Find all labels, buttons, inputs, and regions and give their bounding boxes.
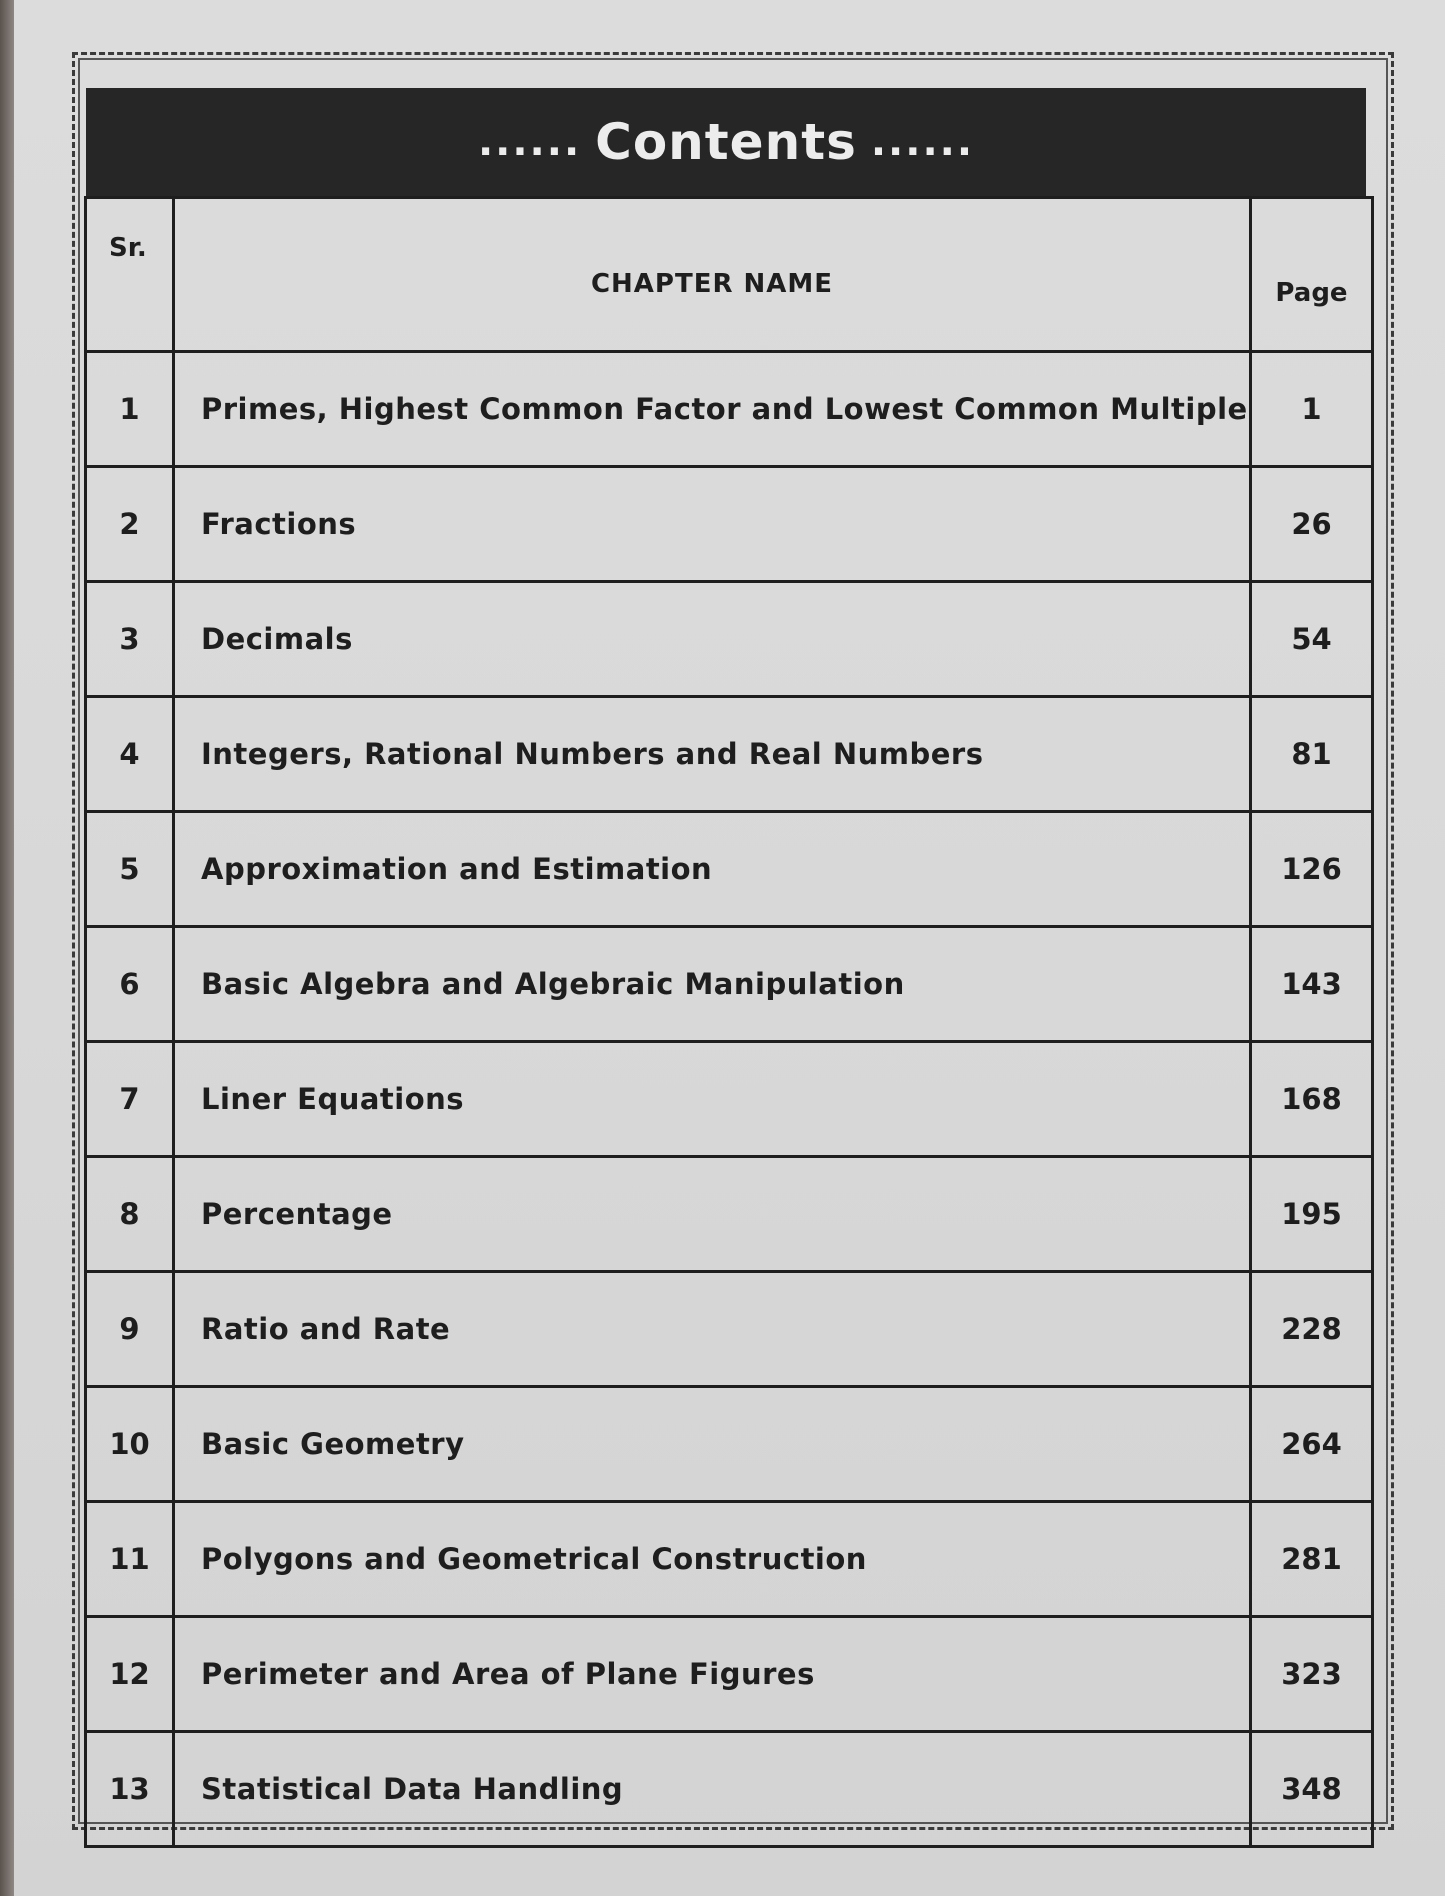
row-sr: 2: [86, 467, 174, 582]
row-sr: 11: [86, 1502, 174, 1617]
row-sr: 10: [86, 1387, 174, 1502]
header-dots-left: ......: [477, 119, 582, 165]
row-chapter-name: Decimals: [174, 582, 1251, 697]
row-page: 195: [1251, 1157, 1373, 1272]
contents-header: [86, 88, 1366, 196]
row-sr: 7: [86, 1042, 174, 1157]
row-sr: 12: [86, 1617, 174, 1732]
table-row: [86, 1272, 1373, 1387]
row-page: 54: [1251, 582, 1373, 697]
table-row: [86, 1042, 1373, 1157]
row-page: 168: [1251, 1042, 1373, 1157]
row-page: 264: [1251, 1387, 1373, 1502]
row-sr: 13: [86, 1732, 174, 1847]
row-sr: 1: [86, 352, 174, 467]
row-sr: 3: [86, 582, 174, 697]
row-page: 228: [1251, 1272, 1373, 1387]
row-page: 26: [1251, 467, 1373, 582]
row-chapter-name: Integers, Rational Numbers and Real Numbers: [174, 697, 1251, 812]
row-chapter-name: Perimeter and Area of Plane Figures: [174, 1617, 1251, 1732]
table-row: [86, 927, 1373, 1042]
row-chapter-name: Approximation and Estimation: [174, 812, 1251, 927]
row-page: 143: [1251, 927, 1373, 1042]
table-row: [86, 582, 1373, 697]
row-sr: 4: [86, 697, 174, 812]
row-page: 281: [1251, 1502, 1373, 1617]
row-chapter-name: Statistical Data Handling: [174, 1732, 1251, 1847]
table-row: [86, 1617, 1373, 1732]
row-chapter-name: Liner Equations: [174, 1042, 1251, 1157]
row-chapter-name: Fractions: [174, 467, 1251, 582]
row-page: 323: [1251, 1617, 1373, 1732]
column-header-sr: Sr.: [86, 198, 174, 352]
page-title: Contents: [595, 113, 857, 171]
contents-table: [84, 196, 1374, 1848]
row-page: 81: [1251, 697, 1373, 812]
row-sr: 6: [86, 927, 174, 1042]
row-chapter-name: Basic Geometry: [174, 1387, 1251, 1502]
table-header-row: [86, 198, 1373, 352]
table-row: [86, 1502, 1373, 1617]
row-chapter-name: Basic Algebra and Algebraic Manipulation: [174, 927, 1251, 1042]
row-chapter-name: Primes, Highest Common Factor and Lowest Common Multiple: [174, 352, 1251, 467]
row-sr: 9: [86, 1272, 174, 1387]
table-row: [86, 697, 1373, 812]
table-row: [86, 1387, 1373, 1502]
header-dots-right: ......: [870, 119, 975, 165]
row-sr: 5: [86, 812, 174, 927]
row-chapter-name: Polygons and Geometrical Construction: [174, 1502, 1251, 1617]
row-page: 348: [1251, 1732, 1373, 1847]
table-body: [86, 352, 1373, 1847]
row-chapter-name: Ratio and Rate: [174, 1272, 1251, 1387]
table-row: [86, 1732, 1373, 1847]
row-page: 1: [1251, 352, 1373, 467]
table-row: [86, 1157, 1373, 1272]
table-row: [86, 352, 1373, 467]
table-row: [86, 467, 1373, 582]
column-header-page: Page: [1251, 198, 1373, 352]
row-chapter-name: Percentage: [174, 1157, 1251, 1272]
column-header-chapter-name: CHAPTER NAME: [174, 198, 1251, 352]
table-row: [86, 812, 1373, 927]
row-sr: 8: [86, 1157, 174, 1272]
row-page: 126: [1251, 812, 1373, 927]
